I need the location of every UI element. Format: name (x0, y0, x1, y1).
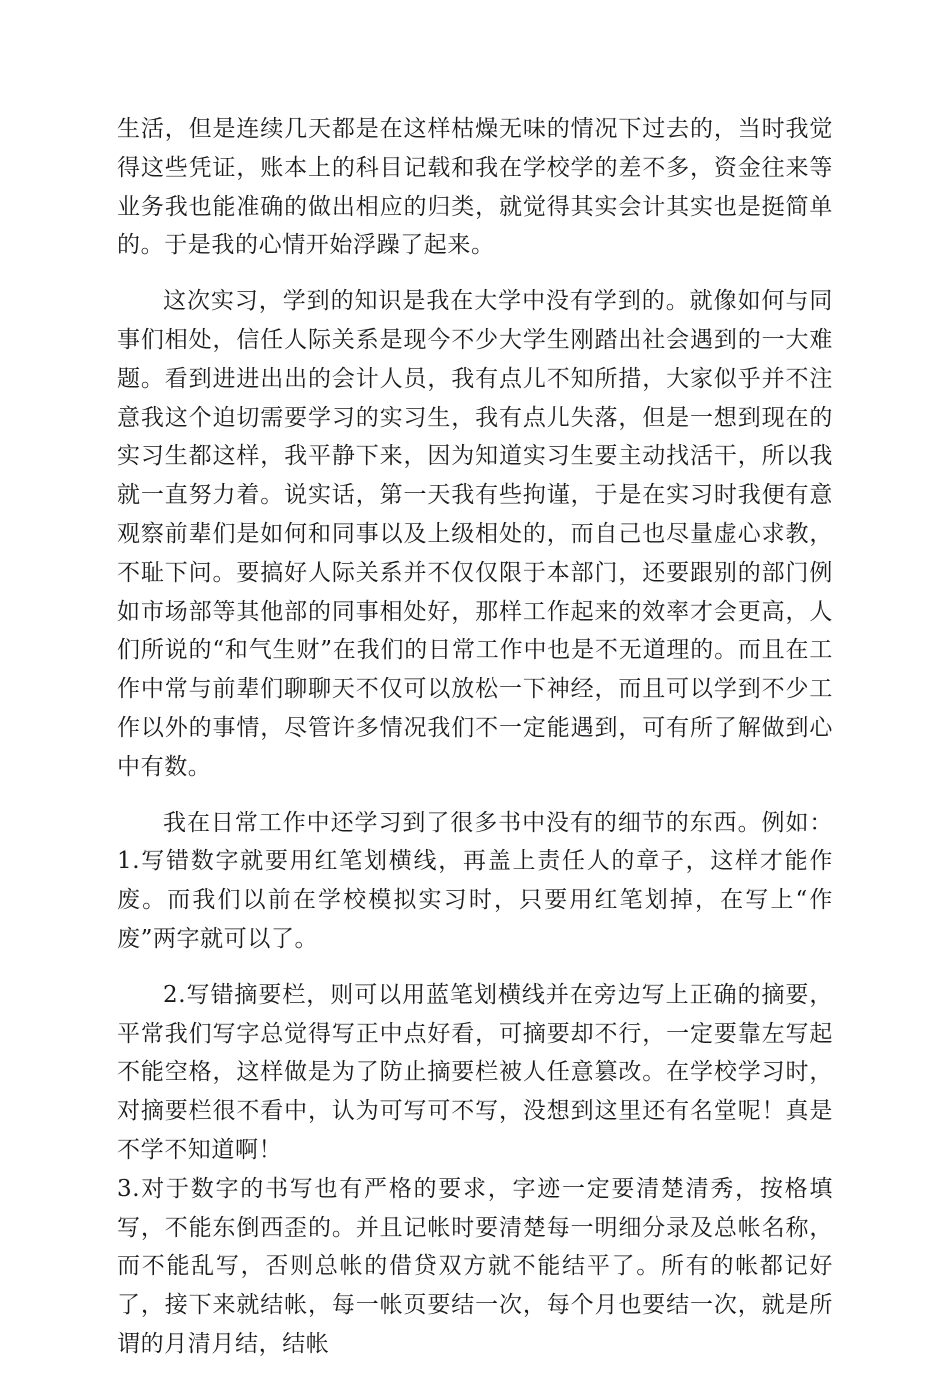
paragraph-1: 生活，但是连续几天都是在这样枯燥无味的情况下过去的，当时我觉得这些凭证，账本上的科目记载和我在学校学的差不多，资金往来等业务我也能准确的做出相应的归类，就觉得其实会计其实也是挺简单的。于是我的心情开始浮躁了起来。 (117, 116, 833, 259)
paragraph-4: 2.写错摘要栏，则可以用蓝笔划横线并在旁边写上正确的摘要，平常我们写字总觉得写正中点好看，可摘要却不行，一定要靠左写起不能空格，这样做是为了防止摘要栏被人任意篡改。在学校学习时，对摘要栏很不看中，认为可写可不写，没想到这里还有名堂呢！真是不学不知道啊！ (117, 981, 833, 1163)
paragraph-3: 我在日常工作中还学习到了很多书中没有的细节的东西。例如：1.写错数字就要用红笔划横线，再盖上责任人的章子，这样才能作废。而我们以前在学校模拟实习时，只要用红笔划掉，在写上“作废”两字就可以了。 (117, 809, 833, 952)
paragraph-2: 这次实习，学到的知识是我在大学中没有学到的。就像如何与同事们相处，信任人际关系是现今不少大学生刚踏出社会遇到的一大难题。看到进进出出的会计人员，我有点儿不知所措，大家似乎并不注意我这个迫切需要学习的实习生，我有点儿失落，但是一想到现在的实习生都这样，我平静下来，因为知道实习生要主动找活干，所以我就一直努力着。说实话，第一天我有些拘谨，于是在实习时我便有意观察前辈们是如何和同事以及上级相处的，而自己也尽量虚心求教，不耻下问。要搞好人际关系并不仅仅限于本部门，还要跟别的部门例如市场部等其他部的同事相处好，那样工作起来的效率才会更高，人们所说的“和气生财”在我们的日常工作中也是不无道理的。而且在工作中常与前辈们聊聊天不仅可以放松一下神经，而且可以学到不少工作以外的事情，尽管许多情况我们不一定能遇到，可有所了解做到心中有数。 (117, 288, 833, 780)
document-body (117, 110, 833, 1381)
paragraph-5: 3.对于数字的书写也有严格的要求，字迹一定要清楚清秀，按格填写，不能东倒西歪的。并且记帐时要清楚每一明细分录及总帐名称，而不能乱写，否则总帐的借贷双方就不能结平了。所有的帐都记好了，接下来就结帐，每一帐页要结一次，每个月也要结一次，就是所谓的月清月结，结帐 (117, 1175, 833, 1357)
